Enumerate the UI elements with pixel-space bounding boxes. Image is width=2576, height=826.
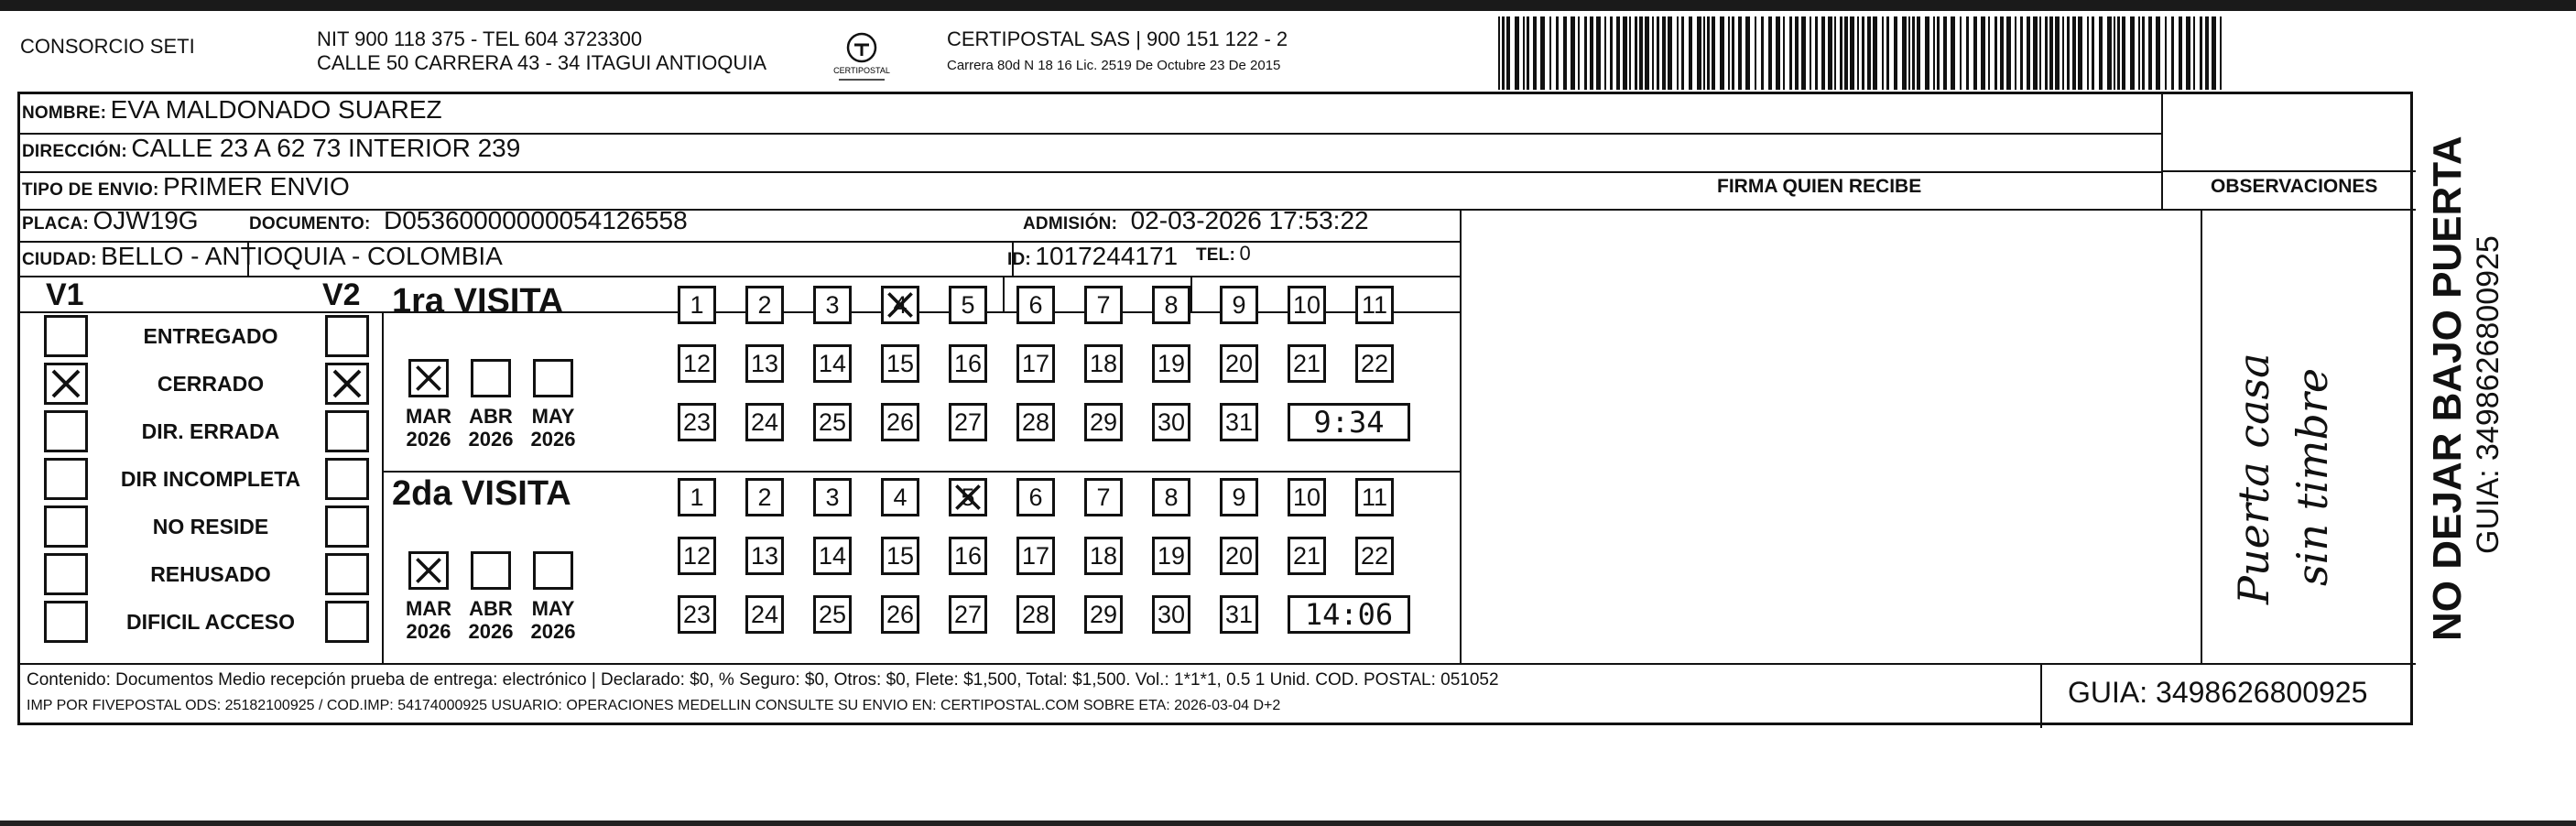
tel-label: TEL: <box>1196 245 1236 265</box>
barcode-bar <box>1801 16 1806 90</box>
day-box[interactable]: 28 <box>1016 595 1055 634</box>
v1-checkbox[interactable] <box>44 315 88 357</box>
handwriting-line-1: Puerta casa <box>2229 353 2278 604</box>
company-name: CONSORCIO SETI <box>20 35 195 58</box>
barcode-bar <box>1745 16 1750 90</box>
v1-checkbox[interactable] <box>44 458 88 500</box>
barcode-bar <box>2067 16 2070 90</box>
v2-checkbox[interactable] <box>325 601 369 643</box>
observaciones-handwriting <box>2216 275 2353 659</box>
id-row <box>1007 242 1178 271</box>
barcode-bar <box>2142 16 2145 90</box>
barcode-bar <box>2130 16 2135 90</box>
barcode-bar <box>1635 16 1637 90</box>
barcode-bar <box>1882 16 1884 90</box>
barcode-bar <box>1697 16 1701 90</box>
barcode-bar <box>1925 16 1929 90</box>
status-option-label: DIR. ERRADA <box>141 419 280 443</box>
day-box[interactable]: 26 <box>881 595 919 634</box>
day-box[interactable]: 10 <box>1288 478 1326 516</box>
status-option-label: CERRADO <box>157 372 265 396</box>
barcode-bar <box>1755 16 1756 90</box>
documento-value: D05360000000054126558 <box>384 206 688 234</box>
month-label <box>522 597 584 643</box>
barcode-bar <box>1902 16 1907 90</box>
day-box[interactable]: 11 <box>1355 286 1394 324</box>
v1-checkbox[interactable] <box>44 410 88 452</box>
day-box[interactable]: 5 <box>949 286 987 324</box>
barcode-bar <box>1662 16 1666 90</box>
barcode-bar <box>1657 16 1659 90</box>
barcode-bar <box>1506 16 1510 90</box>
barcode-bar <box>1502 16 1505 90</box>
day-box[interactable]: 11 <box>1355 478 1394 516</box>
barcode-bar <box>2156 16 2160 90</box>
barcode-bar <box>1988 16 1990 90</box>
day-box[interactable]: 22 <box>1355 537 1394 575</box>
day-box[interactable]: 20 <box>1220 537 1258 575</box>
barcode-bar <box>2020 16 2023 90</box>
day-box[interactable]: 21 <box>1288 344 1326 383</box>
barcode-bar <box>1540 16 1545 90</box>
admision-value: 02-03-2026 17:53:22 <box>1130 206 1369 234</box>
placa-label: PLACA: <box>22 214 89 234</box>
day-box[interactable]: 12 <box>678 537 716 575</box>
month-checkbox[interactable] <box>408 359 449 397</box>
barcode-bar <box>1707 16 1710 90</box>
barcode-bar <box>1681 16 1684 90</box>
barcode-bar <box>2000 16 2004 90</box>
tipo-envio-row <box>22 172 350 201</box>
day-box[interactable]: 22 <box>1355 344 1394 383</box>
ciudad-value: BELLO - ANTIOQUIA - COLOMBIA <box>101 242 503 270</box>
barcode-bar <box>1652 16 1654 90</box>
day-box[interactable]: 16 <box>949 537 987 575</box>
barcode-bar <box>2200 16 2202 90</box>
barcode-bar <box>1732 16 1734 90</box>
month-year: 2026 <box>530 620 576 643</box>
barcode-bar <box>1917 16 1920 90</box>
day-box[interactable]: 16 <box>949 344 987 383</box>
barcode-bar <box>1689 16 1692 90</box>
barcode-bar <box>2027 16 2030 90</box>
day-box[interactable]: 18 <box>1084 537 1123 575</box>
barcode-bar <box>1815 16 1818 90</box>
day-box[interactable]: 7 <box>1084 478 1123 516</box>
nombre-value: EVA MALDONADO SUAREZ <box>110 95 442 124</box>
placa-row <box>22 206 199 235</box>
day-box[interactable]: 15 <box>881 344 919 383</box>
barcode-bar <box>1533 16 1537 90</box>
month-checkbox[interactable] <box>533 359 573 397</box>
barcode-bar <box>1645 16 1649 90</box>
barcode-bar <box>2099 16 2103 90</box>
barcode-bar <box>1610 16 1613 90</box>
month-checkbox[interactable] <box>408 551 449 590</box>
handwriting-line-2: sin timbre <box>2288 367 2337 586</box>
barcode-bar <box>1527 16 1529 90</box>
direccion-row <box>22 134 520 163</box>
month-name: MAY <box>531 405 575 428</box>
barcode-bar <box>1776 16 1780 90</box>
month-year: 2026 <box>406 428 451 451</box>
day-box[interactable]: 29 <box>1084 595 1123 634</box>
barcode-bar <box>1584 16 1587 90</box>
tipo-envio-label: TIPO DE ENVIO: <box>22 180 159 200</box>
v2-checkbox[interactable] <box>325 505 369 548</box>
barcode-bar <box>1590 16 1593 90</box>
barcode-bar <box>2179 16 2182 90</box>
barcode-bar <box>2015 16 2016 90</box>
day-box[interactable]: 23 <box>678 595 716 634</box>
status-option-label: NO RESIDE <box>152 515 269 538</box>
barcode-bar <box>2006 16 2011 90</box>
day-box[interactable]: 24 <box>745 595 784 634</box>
barcode-bar <box>2092 16 2094 90</box>
barcode-bar <box>2117 16 2120 90</box>
v2-checkbox[interactable] <box>325 410 369 452</box>
barcode-bar <box>1840 16 1842 90</box>
status-option-label: DIFICIL ACCESO <box>125 610 295 634</box>
v1-checkbox[interactable] <box>44 601 88 643</box>
barcode-bar <box>1703 16 1705 90</box>
barcode-bar <box>1639 16 1643 90</box>
barcode-bar <box>2186 16 2190 90</box>
day-box[interactable]: 2 <box>745 478 784 516</box>
day-box[interactable]: 2 <box>745 286 784 324</box>
barcode-bar <box>1867 16 1871 90</box>
direccion-value: CALLE 23 A 62 73 INTERIOR 239 <box>131 134 521 162</box>
day-box[interactable]: 14 <box>813 537 852 575</box>
barcode-bar <box>1821 16 1825 90</box>
visit-time-box[interactable]: 14:06 <box>1288 595 1410 634</box>
barcode-bar <box>1623 16 1627 90</box>
barcode-bar <box>2055 16 2060 90</box>
v2-checkbox[interactable] <box>325 363 369 405</box>
barcode-bar <box>1556 16 1559 90</box>
month-checkbox[interactable] <box>471 551 511 590</box>
day-box[interactable]: 26 <box>881 403 919 441</box>
status-option-label: ENTREGADO <box>143 324 278 348</box>
side-guia: GUIA: 3498626800925 <box>2471 235 2505 554</box>
visit-title: 1ra VISITA <box>392 282 564 321</box>
day-box[interactable]: 10 <box>1288 286 1326 324</box>
footer-line-1: Contenido: Documentos Medio recepción prueba de entrega: electrónico | Declarado: $0, % Seguro: $0, Otros: $0, Flete: $1,500, Total: $1,500. Vol.: 1*1*1, 0.5 1 Unid. COD. POSTAL: 051052 <box>27 670 1499 690</box>
nombre-label: NOMBRE: <box>22 103 107 123</box>
v2-checkbox[interactable] <box>325 315 369 357</box>
barcode-bar <box>1981 16 1985 90</box>
day-box[interactable]: 17 <box>1016 537 1055 575</box>
day-box[interactable]: 20 <box>1220 344 1258 383</box>
barcode-bar <box>2039 16 2041 90</box>
barcode-bar <box>2148 16 2152 90</box>
visit-time-box[interactable]: 9:34 <box>1288 403 1410 441</box>
firma-label: FIRMA QUIEN RECIBE <box>1717 176 1922 197</box>
barcode-bar <box>1908 16 1910 90</box>
barcode-bar <box>1873 16 1877 90</box>
barcode-bar <box>1973 16 1977 90</box>
day-box[interactable]: 5 <box>949 478 987 516</box>
barcode-bar <box>1616 16 1620 90</box>
day-box[interactable]: 18 <box>1084 344 1123 383</box>
certipostal-line: CERTIPOSTAL SAS | 900 151 122 - 2 <box>947 27 1288 50</box>
month-label <box>397 405 460 451</box>
month-label <box>460 405 522 451</box>
day-box[interactable]: 31 <box>1220 403 1258 441</box>
day-box[interactable]: 3 <box>813 478 852 516</box>
admision-row <box>1023 206 1369 235</box>
day-box[interactable]: 14 <box>813 344 852 383</box>
guia-box: GUIA: 3498626800925 <box>2068 676 2368 709</box>
barcode-bar <box>1795 16 1799 90</box>
day-box[interactable]: 4 <box>881 478 919 516</box>
status-option-label: REHUSADO <box>150 562 271 586</box>
form-frame <box>17 92 2413 725</box>
v2-checkbox[interactable] <box>325 553 369 595</box>
address-line: CALLE 50 CARRERA 43 - 34 ITAGUI ANTIOQUIA <box>317 51 767 74</box>
day-box[interactable]: 19 <box>1152 537 1190 575</box>
nombre-row <box>22 95 442 125</box>
barcode-bar <box>2205 16 2209 90</box>
barcode-bar <box>1549 16 1551 90</box>
day-box[interactable]: 25 <box>813 403 852 441</box>
barcode-bar <box>1943 16 1947 90</box>
barcode-bar <box>2122 16 2125 90</box>
day-box[interactable]: 3 <box>813 286 852 324</box>
status-option-label: DIR INCOMPLETA <box>120 467 301 491</box>
day-box[interactable]: 8 <box>1152 478 1190 516</box>
day-box[interactable]: 29 <box>1084 403 1123 441</box>
barcode-bar <box>1862 16 1864 90</box>
barcode-bar <box>1966 16 1969 90</box>
month-year: 2026 <box>468 428 514 451</box>
documento-label: DOCUMENTO: <box>249 214 371 234</box>
barcode-bar <box>1728 16 1730 90</box>
day-box[interactable]: 13 <box>745 537 784 575</box>
day-box[interactable]: 30 <box>1152 403 1190 441</box>
barcode-bar <box>1810 16 1811 90</box>
ciudad-row <box>22 242 503 271</box>
day-box[interactable]: 8 <box>1152 286 1190 324</box>
tipo-envio-value: PRIMER ENVIO <box>163 172 350 201</box>
day-box[interactable]: 9 <box>1220 286 1258 324</box>
barcode-bar <box>2212 16 2216 90</box>
day-box[interactable]: 6 <box>1016 478 1055 516</box>
barcode-bar <box>1960 16 1962 90</box>
license-line: Carrera 80d N 18 16 Lic. 2519 De Octubre 23 De 2015 <box>947 58 1281 73</box>
barcode-bar <box>1604 16 1606 90</box>
ciudad-label: CIUDAD: <box>22 250 97 269</box>
month-name: MAY <box>531 597 575 620</box>
barcode-bar <box>1761 16 1764 90</box>
logo-text: CERTIPOSTAL <box>833 66 890 75</box>
placa-value: OJW19G <box>92 206 199 234</box>
month-name: ABR <box>469 597 513 620</box>
day-box[interactable]: 7 <box>1084 286 1123 324</box>
barcode-bar <box>1677 16 1679 90</box>
day-box[interactable]: 9 <box>1220 478 1258 516</box>
barcode-bar <box>1850 16 1854 90</box>
observaciones-label: OBSERVACIONES <box>2211 176 2378 197</box>
barcode-bar <box>1933 16 1935 90</box>
barcode-bar <box>2045 16 2048 90</box>
day-box[interactable]: 24 <box>745 403 784 441</box>
admision-label: ADMISIÓN: <box>1023 214 1118 234</box>
barcode-bar <box>2072 16 2076 90</box>
month-name: MAR <box>405 597 452 620</box>
month-year: 2026 <box>406 620 451 643</box>
barcode-bar <box>1712 16 1715 90</box>
barcode-bar <box>2078 16 2082 90</box>
barcode-bar <box>1937 16 1940 90</box>
barcode-bar <box>1912 16 1915 90</box>
barcode-bar <box>1789 16 1792 90</box>
month-name: ABR <box>469 405 513 428</box>
barcode-bar <box>1834 16 1836 90</box>
barcode-bar <box>1668 16 1672 90</box>
barcode-bar <box>2049 16 2053 90</box>
day-box[interactable]: 23 <box>678 403 716 441</box>
barcode-bar <box>2138 16 2140 90</box>
month-label <box>522 405 584 451</box>
v1-checkbox[interactable] <box>44 505 88 548</box>
day-box[interactable]: 17 <box>1016 344 1055 383</box>
barcode-bar <box>1951 16 1955 90</box>
barcode-bar <box>2171 16 2174 90</box>
id-label: ID: <box>1007 250 1031 269</box>
barcode-bar <box>1783 16 1785 90</box>
barcode-bar <box>2107 16 2112 90</box>
barcode-bar <box>2193 16 2195 90</box>
barcode-bar <box>1994 16 1997 90</box>
id-value: 1017244171 <box>1035 242 1179 270</box>
bottom-edge-line <box>0 821 2576 826</box>
month-name: MAR <box>405 405 452 428</box>
v2-checkbox[interactable] <box>325 458 369 500</box>
side-warning: NO DEJAR BAJO PUERTA <box>2425 136 2470 641</box>
certipostal-logo <box>830 29 894 84</box>
barcode-bar <box>1629 16 1631 90</box>
v1-label: V1 <box>46 277 84 312</box>
barcode-bar <box>1515 16 1519 90</box>
barcode-bar <box>1571 16 1575 90</box>
day-box[interactable]: 6 <box>1016 286 1055 324</box>
month-year: 2026 <box>468 620 514 643</box>
barcode-bar <box>1720 16 1724 90</box>
day-box[interactable]: 27 <box>949 403 987 441</box>
barcode-bar <box>2114 16 2115 90</box>
barcode-bar <box>2062 16 2064 90</box>
barcode-bar <box>2165 16 2167 90</box>
barcode-bar <box>1523 16 1525 90</box>
v1-checkbox[interactable] <box>44 363 88 405</box>
barcode-bar <box>1768 16 1772 90</box>
month-checkbox[interactable] <box>533 551 573 590</box>
barcode-bar <box>2087 16 2089 90</box>
visit-title: 2da VISITA <box>392 474 571 513</box>
barcode-bar <box>1578 16 1580 90</box>
barcode-bar <box>1498 16 1500 90</box>
documento-row <box>249 206 688 235</box>
day-box[interactable]: 31 <box>1220 595 1258 634</box>
day-box[interactable]: 4 <box>881 286 919 324</box>
day-box[interactable]: 30 <box>1152 595 1190 634</box>
barcode-bar <box>1563 16 1567 90</box>
month-label <box>397 597 460 643</box>
barcode <box>1498 16 2225 90</box>
day-box[interactable]: 28 <box>1016 403 1055 441</box>
day-box[interactable]: 15 <box>881 537 919 575</box>
month-checkbox[interactable] <box>471 359 511 397</box>
barcode-bar <box>1738 16 1742 90</box>
day-box[interactable]: 21 <box>1288 537 1326 575</box>
tel-row <box>1196 242 1251 266</box>
day-box[interactable]: 13 <box>745 344 784 383</box>
barcode-bar <box>1844 16 1848 90</box>
barcode-bar <box>1894 16 1897 90</box>
top-edge-bar <box>0 0 2576 11</box>
barcode-bar <box>2033 16 2038 90</box>
day-box[interactable]: 19 <box>1152 344 1190 383</box>
barcode-bar <box>1857 16 1859 90</box>
v1-checkbox[interactable] <box>44 553 88 595</box>
month-year: 2026 <box>530 428 576 451</box>
month-label <box>460 597 522 643</box>
footer-line-2: IMP POR FIVEPOSTAL ODS: 25182100925 / COD.IMP: 54174000925 USUARIO: OPERACIONES MEDELLIN CONSULTE SU ENVIO EN: CERTIPOSTAL.COM SOBRE ETA: 2026-03-04 D+2 <box>27 698 1281 713</box>
day-box[interactable]: 1 <box>678 478 716 516</box>
day-box[interactable]: 27 <box>949 595 987 634</box>
barcode-bar <box>2220 16 2222 90</box>
v2-label: V2 <box>322 277 361 312</box>
direccion-label: DIRECCIÓN: <box>22 142 127 161</box>
day-box[interactable]: 1 <box>678 286 716 324</box>
barcode-bar <box>1886 16 1889 90</box>
barcode-bar <box>1828 16 1832 90</box>
nit-line: NIT 900 118 375 - TEL 604 3723300 <box>317 27 643 50</box>
tel-value: 0 <box>1239 242 1251 265</box>
day-box[interactable]: 25 <box>813 595 852 634</box>
day-box[interactable]: 12 <box>678 344 716 383</box>
barcode-bar <box>1596 16 1601 90</box>
